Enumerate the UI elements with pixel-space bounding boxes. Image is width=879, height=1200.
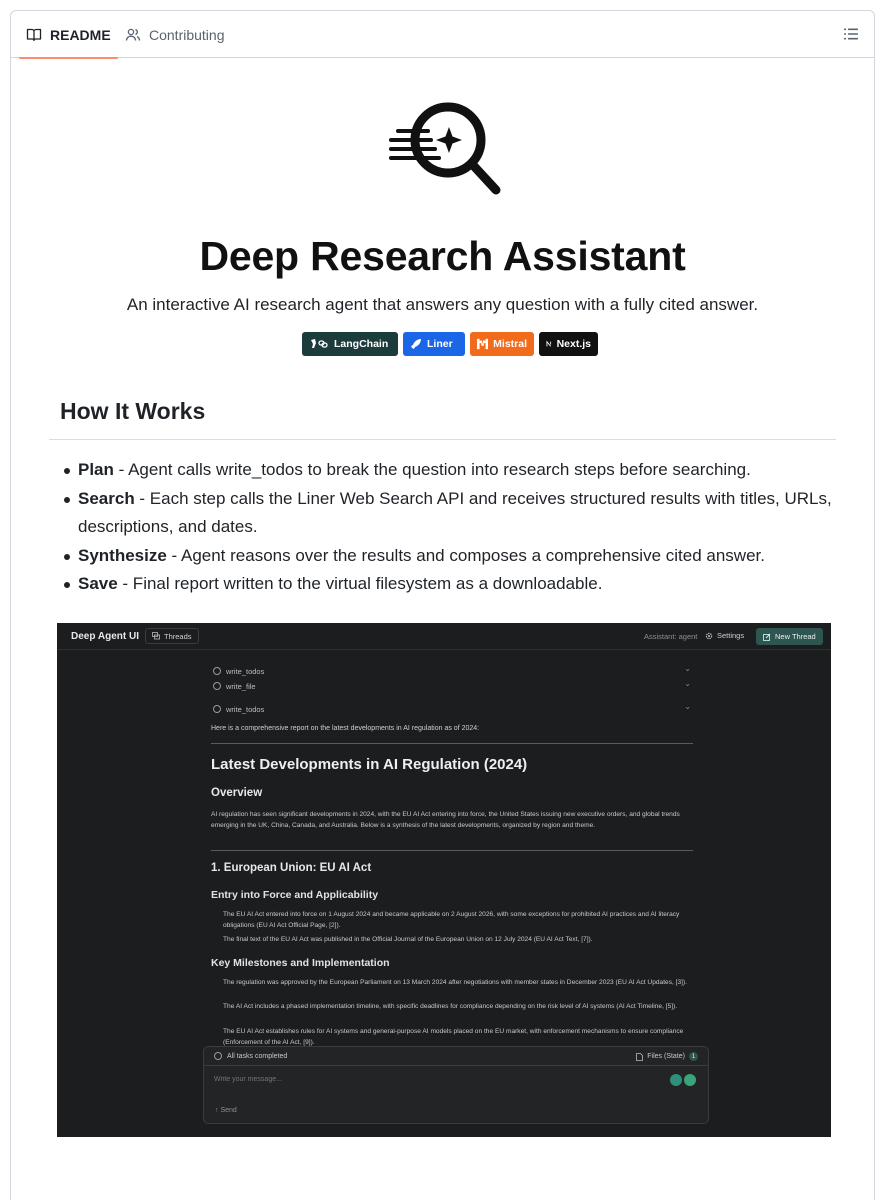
how-it-works-heading: How It Works <box>60 398 206 424</box>
message-input <box>214 1076 305 1083</box>
check-circle-icon <box>213 682 221 690</box>
badge-nextjs-label: Next.js <box>556 338 591 350</box>
badge-liner-label: Liner <box>427 338 453 350</box>
settings-button <box>705 631 744 640</box>
tab-contributing[interactable] <box>125 11 225 58</box>
new-thread-button <box>756 628 823 645</box>
rocket-icon <box>410 338 422 350</box>
tab-readme-label: README <box>50 26 111 43</box>
item-text: - Final report written to the virtual filesystem as a downloadable. <box>117 574 603 593</box>
badge-mistral-label: Mistral <box>493 338 527 350</box>
tab-bar <box>11 11 874 58</box>
tab-contributing-label: Contributing <box>149 26 225 43</box>
list-item: The final text of the EU AI Act was published in the Official Journal of the European Union on 12 July 2024 (EU AI Act Text, [7]). <box>223 936 593 943</box>
list-item <box>78 485 848 542</box>
item-term: Search <box>78 488 135 508</box>
files-count-badge: 1 <box>689 1052 698 1061</box>
list-icon <box>842 25 860 43</box>
outline-menu-button[interactable] <box>842 25 860 43</box>
report-divider <box>211 743 693 744</box>
report-intro: Here is a comprehensive report on the latest developments in AI regulation as of 2024: <box>211 725 480 732</box>
tool-call-row <box>213 664 691 678</box>
tool-call-row <box>213 679 691 693</box>
threads-button <box>145 628 199 644</box>
badge-mistral[interactable] <box>470 332 534 356</box>
badge-nextjs[interactable] <box>539 332 598 356</box>
gear-icon <box>705 632 713 640</box>
badge-langchain[interactable] <box>302 332 398 356</box>
threads-icon <box>152 632 160 640</box>
edit-icon <box>763 633 771 641</box>
tab-readme[interactable] <box>26 11 111 58</box>
send-label: Send <box>220 1107 237 1114</box>
list-item <box>78 456 848 485</box>
item-text: - Agent reasons over the results and composes a comprehensive cited answer. <box>166 545 765 565</box>
assistant-label: Assistant: agent <box>644 632 698 641</box>
item-term: Save <box>78 574 118 593</box>
list-item: The EU AI Act entered into force on 1 August 2024 and became applicable on 2 August 2026, with some exceptions for prohibited AI practices and AI literacy obligations (EU AI Act Official Page, [2]). <box>223 911 680 929</box>
app-screenshot <box>57 623 831 1137</box>
message-composer <box>203 1046 709 1124</box>
badge-langchain-label: LangChain <box>334 338 389 350</box>
file-icon <box>636 1053 643 1061</box>
badge-liner[interactable] <box>403 332 465 356</box>
app-header <box>57 623 831 650</box>
item-term: Plan <box>78 460 114 479</box>
tool-name: write_file <box>226 681 256 691</box>
threads-label: Threads <box>164 631 192 641</box>
files-state-button <box>636 1052 698 1061</box>
check-circle-icon <box>213 667 221 675</box>
app-name: Deep Agent UI <box>71 631 139 642</box>
list-item <box>78 570 848 599</box>
entry-heading: Entry into Force and Applicability <box>211 889 379 901</box>
nextjs-logo-icon <box>546 338 552 350</box>
send-button: ↑ Send <box>215 1107 237 1114</box>
list-item <box>78 542 848 571</box>
item-text: - Each step calls the Liner Web Search API and receives structured results with titles, URLs, descriptions, and dates. <box>78 488 832 536</box>
settings-label: Settings <box>717 631 745 640</box>
check-circle-icon <box>214 1052 222 1060</box>
report-divider <box>211 850 693 851</box>
extension-icons <box>670 1074 696 1086</box>
readme-panel <box>10 10 875 1200</box>
tasks-status <box>214 1052 287 1060</box>
list-item: The AI Act includes a phased implementation timeline, with specific deadlines for compliance depending on the risk level of AI systems (AI Act Timeline, [5]). <box>223 1003 678 1010</box>
how-it-works-list <box>78 456 848 599</box>
mistral-logo-icon <box>477 338 488 350</box>
milestones-heading: Key Milestones and Implementation <box>211 957 390 969</box>
page-title: Deep Research Assistant <box>199 233 686 279</box>
tool-name: write_todos <box>226 666 265 676</box>
extension-icon <box>684 1074 696 1086</box>
research-logo-icon <box>386 96 506 206</box>
eu-heading: 1. European Union: EU AI Act <box>211 862 372 874</box>
tasks-status-label: All tasks completed <box>227 1052 288 1060</box>
book-icon <box>26 27 42 43</box>
composer-status-bar <box>204 1047 708 1066</box>
extension-icon <box>670 1074 682 1086</box>
chevron-down-icon: ⌄ <box>684 679 691 688</box>
heading-divider <box>49 439 836 440</box>
overview-heading: Overview <box>211 787 263 799</box>
chevron-down-icon: ⌄ <box>684 664 691 673</box>
parrot-link-icon <box>309 338 329 350</box>
report-title: Latest Developments in AI Regulation (2024) <box>211 756 528 773</box>
badge-row <box>302 332 598 356</box>
list-item: The EU AI Act establishes rules for AI systems and general-purpose AI models placed on the EU market, with enforcement mechanisms to ensure compliance (Enforcement of the AI Act, [9]). <box>223 1028 684 1046</box>
item-term: Synthesize <box>78 545 167 565</box>
check-circle-icon <box>213 705 221 713</box>
tool-call-row <box>213 702 691 716</box>
chevron-down-icon: ⌄ <box>684 702 691 711</box>
page-tagline: An interactive AI research agent that answers any question with a fully cited answer. <box>126 295 759 314</box>
list-item: The regulation was approved by the European Parliament on 13 March 2024 after negotiations with member states in December 2023 (EU AI Act Updates, [3]). <box>223 979 688 986</box>
item-text: - Agent calls write_todos to break the question into research steps before searching. <box>113 460 751 479</box>
people-icon <box>125 27 141 43</box>
overview-text: AI regulation has seen significant developments in 2024, with the EU AI Act entering into force, the United States issuing new executive orders, and global trends emerging in the UK, China, Canada, and Australia. Below is a synthesis of the latest developments, organized by region and theme. <box>211 811 680 829</box>
tool-name: write_todos <box>226 704 265 714</box>
files-state-label: Files (State) <box>647 1053 685 1060</box>
new-thread-label: New Thread <box>775 632 816 641</box>
